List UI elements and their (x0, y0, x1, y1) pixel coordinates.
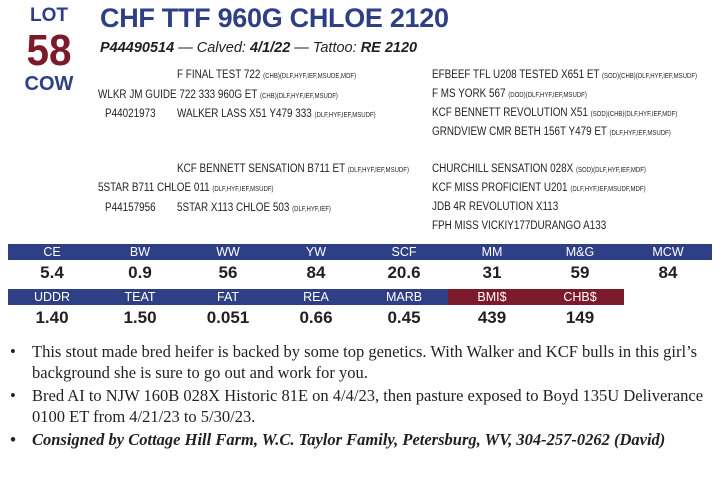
epd-header-chb: CHB$ (536, 289, 624, 305)
epd-value-teat: 1.50 (123, 308, 157, 327)
animal-name: CHF TTF 960G CHLOE 2120 (100, 3, 449, 33)
lot-label: LOT (30, 5, 68, 26)
epd-value-rea: 0.66 (299, 308, 333, 327)
pedigree-sire-r2: F MS YORK 567 (DOD)(DLF,HYF,IEF,MSUDF) (432, 88, 587, 100)
pedigree-sire-r1: EFBEEF TFL U208 TESTED X651 ET (SOD)(CHB)(DLF,HYF,IEF,MSUDF) (432, 69, 698, 81)
epd-value-bw: 0.9 (128, 263, 152, 282)
pedigree-sire: WLKR JM GUIDE 722 333 960G ET (CHB)(DLF,HYF,IEF,MSUDF) (98, 89, 338, 101)
epd-header-row-2 (8, 289, 624, 305)
bullet-icon: • (10, 342, 16, 361)
epd-value-row-1 (8, 262, 712, 284)
pedigree-dam: 5STAR B711 CHLOE 011 (DLF,HYF,IEF,MSUDF) (98, 182, 274, 194)
lot-type: COW (24, 73, 74, 95)
epd-header-ce: CE (8, 244, 96, 260)
epd-header-ww: WW (184, 244, 272, 260)
epd-header-scf: SCF (360, 244, 448, 260)
registration-number: P44490514 (100, 40, 175, 56)
epd-value-yw: 84 (306, 263, 326, 282)
epd-header-rea: REA (272, 289, 360, 305)
pedigree-dam-sire: KCF BENNETT SENSATION B711 ET (DLF,HYF,IEF,MSUDF) (177, 163, 409, 175)
epd-header-yw: YW (272, 244, 360, 260)
epd-value-bmi: 439 (477, 308, 507, 327)
calved-date: 4/1/22 (249, 40, 291, 56)
pedigree-sire-r4: GRNDVIEW CMR BETH 156T Y479 ET (DLF,HYF,IEF,MSUDF) (432, 126, 671, 138)
epd-header-mcw: MCW (624, 244, 712, 260)
epd-value-chb: 149 (565, 308, 595, 327)
epd-value-mm: 31 (482, 263, 502, 282)
bullet-icon: • (10, 430, 16, 449)
pedigree-sire-sire: F FINAL TEST 722 (CHB)(DLF,HYF,IEF,MSUDE,MDF) (177, 69, 357, 81)
pedigree-dam-reg: P44157956 (105, 202, 156, 214)
lot-notes (10, 341, 716, 452)
animal-subline: P44490514 — Calved: 4/1/22 — Tattoo: RE 2120 (100, 40, 418, 56)
lot-number: 58 (26, 26, 72, 75)
epd-header-uddr: UDDR (8, 289, 96, 305)
tattoo-label: Tattoo: (312, 40, 357, 56)
note-breeding: • Bred AI to NJW 160B 028X Historic 81E on 4/4/23, then pasture exposed to Boyd 135U Deliverance 0100 ET from 4/21/23 to 5/30/23. (10, 386, 704, 426)
epd-value-mcw: 84 (658, 263, 678, 282)
note-genetics: • This stout made bred heifer is backed by some top genetics. With Walker and KCF bulls in this girl’s background she is sure to go out and work for you. (10, 342, 698, 382)
pedigree-sire-reg: P44021973 (105, 108, 156, 120)
epd-header-teat: TEAT (96, 289, 184, 305)
pedigree-dam-r4: FPH MISS VICKIY177DURANGO A133 (432, 220, 607, 232)
bullet-icon: • (10, 386, 16, 405)
pedigree-dam-r2: KCF MISS PROFICIENT U201 (DLF,HYF,IEF,MSUDF,MDF) (432, 182, 646, 194)
epd-header-mg: M&G (536, 244, 624, 260)
lot-badge (18, 5, 80, 95)
epd-value-uddr: 1.40 (35, 308, 69, 327)
calved-label: Calved: (196, 40, 246, 56)
pedigree-sire-dam: WALKER LASS X51 Y479 333 (DLF,HYF,IEF,MSUDF) (177, 108, 376, 120)
tattoo-value: RE 2120 (360, 40, 418, 56)
epd-value-mg: 59 (570, 263, 590, 282)
epd-header-row-1 (8, 244, 712, 260)
epd-header-fat: FAT (184, 289, 272, 305)
epd-header-bw: BW (96, 244, 184, 260)
epd-value-ww: 56 (218, 263, 238, 282)
note-consignor: • Consigned by Cottage Hill Farm, W.C. Taylor Family, Petersburg, WV, 304-257-0262 (David) (10, 430, 666, 449)
epd-value-scf: 20.6 (387, 263, 421, 282)
epd-header-bmi: BMI$ (448, 289, 536, 305)
epd-header-marb: MARB (360, 289, 448, 305)
epd-value-marb: 0.45 (387, 308, 421, 327)
epd-value-ce: 5.4 (40, 263, 64, 282)
pedigree-dam-r1: CHURCHILL SENSATION 028X (SOD)(DLF,HYF,IEF,MDF) (432, 163, 646, 175)
epd-value-fat: 0.051 (206, 308, 250, 327)
pedigree-dam-r3: JDB 4R REVOLUTION X113 (432, 201, 559, 213)
epd-header-mm: MM (448, 244, 536, 260)
pedigree-sire-r3: KCF BENNETT REVOLUTION X51 (SOD)(CHB)(DLF,HYF,IEF,MDF) (432, 107, 678, 119)
epd-value-row-2 (8, 307, 624, 329)
pedigree-dam-dam: 5STAR X113 CHLOE 503 (DLF,HYF,IEF) (177, 202, 331, 214)
